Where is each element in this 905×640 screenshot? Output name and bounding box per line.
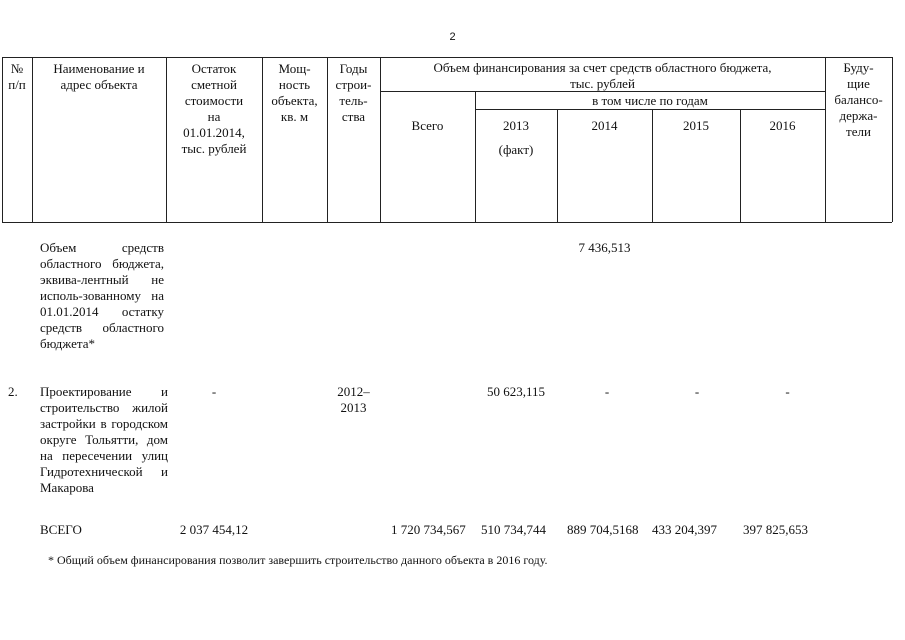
header-num: № п/п <box>8 61 26 92</box>
totals-label: ВСЕГО <box>40 522 82 537</box>
row-2015: - <box>694 384 700 399</box>
header-2013: 2013 <box>503 118 529 133</box>
row-balance: - <box>211 384 217 399</box>
page-number: 2 <box>449 31 456 43</box>
totals-2016: 397 825,653 <box>743 522 808 537</box>
totals-total: 1 720 734,567 <box>391 522 466 537</box>
row-name: Объем средств областного бюджета, эквива-лентный не исполь-зованному на 01.01.2014 остатку средств областного бюджета* <box>40 240 164 351</box>
header-2015: 2015 <box>683 118 709 133</box>
row-2013: 50 623,115 <box>486 384 546 399</box>
header-capacity: Мощ- ность объекта, кв. м <box>271 61 318 124</box>
footnote: * Общий объем финансирования позволит завершить строительство данного объекта в 2016 году. <box>48 553 548 567</box>
row-name: Проектирование и строительство жилой застройки в городском округе Тольятти, дом на пересечении улиц Гидротехнической и Макарова <box>40 384 168 495</box>
header-2014: 2014 <box>591 118 618 133</box>
header-holders: Буду- щие балансо- держа- тели <box>834 60 883 139</box>
row-num: 2. <box>8 384 18 399</box>
totals-2015: 433 204,397 <box>652 522 717 537</box>
row-2014: 7 436,513 <box>578 240 631 255</box>
totals-2014: 889 704,5168 <box>567 522 639 537</box>
header-balance: Остаток сметной стоимости на 01.01.2014, тыс. рублей <box>181 61 247 156</box>
header-funding: Объем финансирования за счет средств областного бюджета, тыс. рублей <box>433 60 772 91</box>
totals-2013: 510 734,744 <box>481 522 546 537</box>
row-years: 2012– 2013 <box>337 384 370 415</box>
row-2014: - <box>604 384 610 399</box>
row-2016: - <box>785 384 790 399</box>
header-by-years: в том числе по годам <box>592 93 708 108</box>
header-total: Всего <box>411 118 444 133</box>
header-years: Годы строи- тель- ства <box>335 61 372 124</box>
header-2016: 2016 <box>769 118 796 133</box>
header-name: Наименование и адрес объекта <box>53 61 145 92</box>
header-2013-note: (факт) <box>498 142 534 157</box>
totals-balance: 2 037 454,12 <box>179 522 249 537</box>
